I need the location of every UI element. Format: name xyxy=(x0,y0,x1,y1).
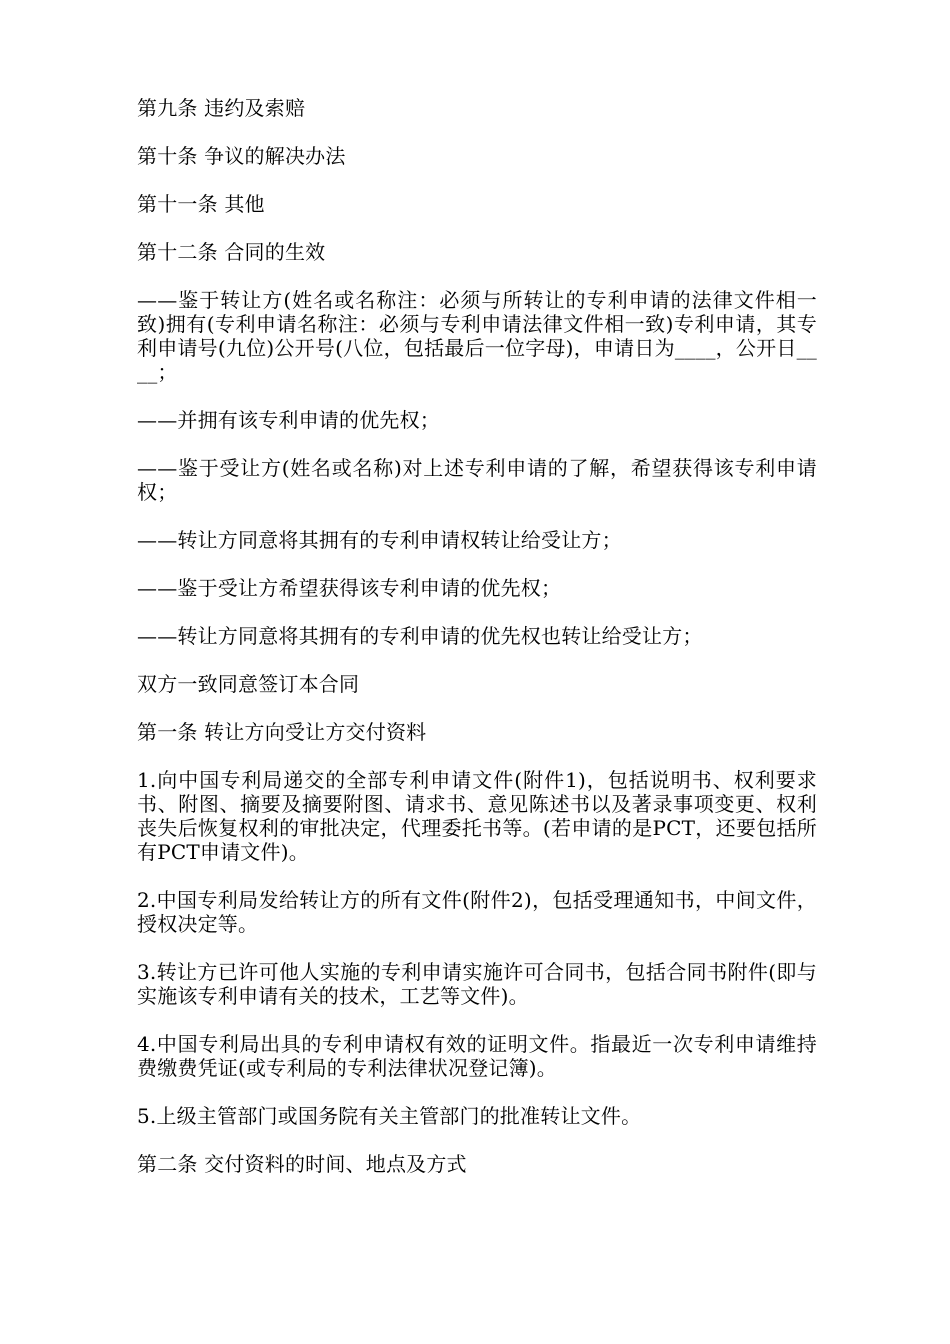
recital-paragraph: ——转让方同意将其拥有的专利申请的优先权也转让给受让方； xyxy=(137,624,703,648)
recital-paragraph: ——并拥有该专利申请的优先权； xyxy=(137,408,440,432)
article-11-heading: 第十一条 其他 xyxy=(137,192,265,216)
recital-paragraph: ——鉴于受让方希望获得该专利申请的优先权； xyxy=(137,576,562,600)
recital-paragraph: ——转让方同意将其拥有的专利申请权转让给受让方； xyxy=(137,528,622,552)
article-12-heading: 第十二条 合同的生效 xyxy=(137,240,326,264)
agreement-statement: 双方一致同意签订本合同 xyxy=(137,672,360,696)
article-1-item: 1.向中国专利局递交的全部专利申请文件(附件1)，包括说明书、权利要求书、附图、摘要及摘要附图、请求书、意见陈述书以及著录事项变更、权利丧失后恢复权利的审批决定，代理委托书等。(若申请的是PCT，还要包括所有PCT申请文件)。 xyxy=(137,768,817,864)
article-10-heading: 第十条 争议的解决办法 xyxy=(137,144,346,168)
article-1-heading: 第一条 转让方向受让方交付资料 xyxy=(137,720,427,744)
article-1-item: 3.转让方已许可他人实施的专利申请实施许可合同书，包括合同书附件(即与实施该专利申请有关的技术，工艺等文件)。 xyxy=(137,960,817,1008)
document-body xyxy=(137,96,817,1200)
article-1-item: 5.上级主管部门或国务院有关主管部门的批准转让文件。 xyxy=(137,1104,642,1128)
article-9-heading: 第九条 违约及索赔 xyxy=(137,96,306,120)
article-2-heading: 第二条 交付资料的时间、地点及方式 xyxy=(137,1152,467,1176)
article-1-item: 2.中国专利局发给转让方的所有文件(附件2)，包括受理通知书，中间文件，授权决定等。 xyxy=(137,888,817,936)
recital-paragraph: ——鉴于受让方(姓名或名称)对上述专利申请的了解，希望获得该专利申请权； xyxy=(137,456,817,504)
recital-paragraph: ——鉴于转让方(姓名或名称注：必须与所转让的专利申请的法律文件相一致)拥有(专利申请名称注：必须与专利申请法律文件相一致)专利申请，其专利申请号(九位)公开号(八位，包括最后一位字母)，申请日为____，公开日____； xyxy=(137,288,817,384)
article-1-item: 4.中国专利局出具的专利申请权有效的证明文件。指最近一次专利申请维持费缴费凭证(或专利局的专利法律状况登记簿)。 xyxy=(137,1032,817,1080)
